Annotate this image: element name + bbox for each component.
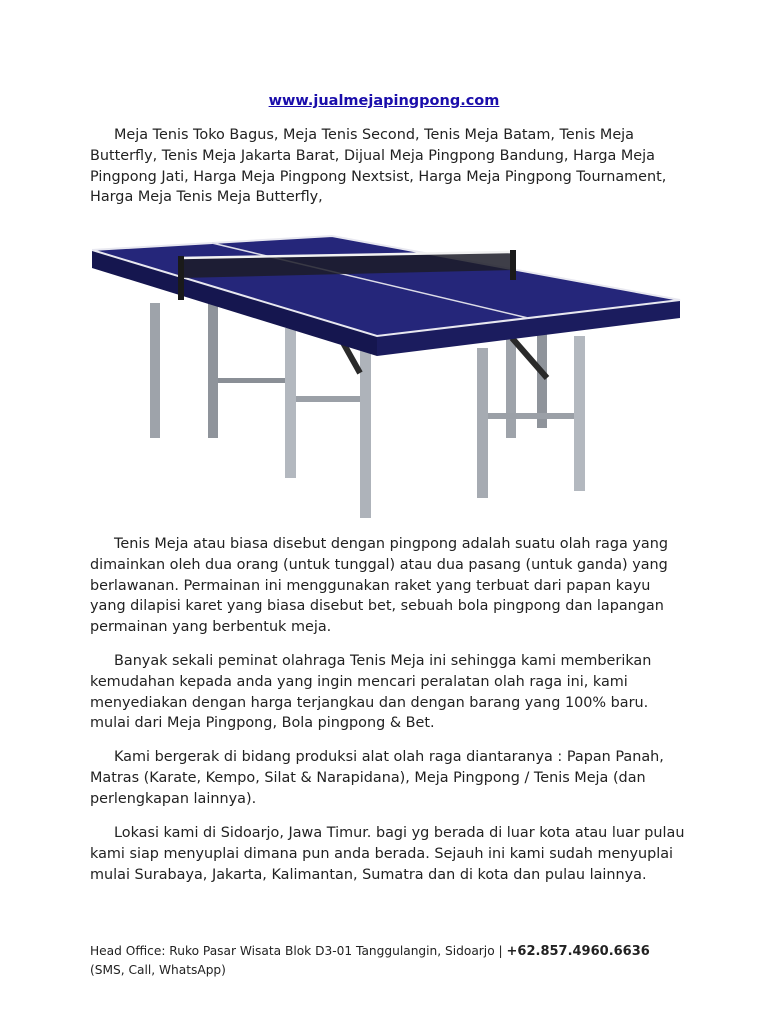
site-url-link[interactable]: www.jualmejapingpong.com — [268, 93, 500, 109]
back-left-leg-2 — [208, 303, 218, 438]
offer-paragraph: Banyak sekali peminat olahraga Tenis Meja ini sehingga kami memberikan kemudahan kepada anda yang ingin mencari peralatan olah raga ini, kami menyediakan dengan harga terjangkau dan dengan barang yang 100% baru. mulai dari Meja Pingpong, Bola pingpong & Bet. — [90, 653, 652, 732]
intro-paragraph: Meja Tenis Toko Bagus, Meja Tenis Second, Tenis Meja Batam, Tenis Meja Butterfly, Tenis Meja Jakarta Barat, Dijual Meja Pingpong Bandung, Harga Meja Pingpong Jati, Harga Meja Pingpong Nextsist, Harga Meja Pingpong Tournament, Harga Meja Tenis Meja Butterfly, — [90, 127, 667, 206]
footer-contact-methods: (SMS, Call, WhatsApp) — [90, 963, 226, 977]
back-left-leg — [150, 303, 160, 438]
ping-pong-table-image — [92, 228, 692, 528]
about-paragraph: Tenis Meja atau biasa disebut dengan pingpong adalah suatu olah raga yang dimainkan oleh dua orang (untuk tunggal) atau dua pasang (untuk ganda) yang berlawanan. Permainan ini menggunakan raket yang terbuat dari papan kayu yang dilapisi karet yang biasa disebut bet, sebuah bola pingpong dan lapangan permainan yang berbentuk meja. — [90, 536, 668, 636]
footer-contact — [90, 942, 690, 979]
front-left-leg — [285, 328, 296, 478]
front-right-leg — [477, 348, 488, 498]
location-paragraph: Lokasi kami di Sidoarjo, Jawa Timur. bagi yg berada di luar kota atau luar pulau kami siap menyuplai dimana pun anda berada. Sejauh ini kami sudah menyuplai mulai Surabaya, Jakarta, Kalimantan, Sumatra dan di kota dan pulau lainnya. — [90, 825, 685, 883]
footer-office-address: Head Office: Ruko Pasar Wisata Blok D3-01 Tanggulangin, Sidoarjo | — [90, 944, 507, 958]
front-far-right-leg — [574, 336, 585, 491]
front-mid-leg — [360, 343, 371, 518]
footer-phone-number: +62.857.4960.6636 — [506, 944, 650, 959]
products-paragraph: Kami bergerak di bidang produksi alat olah raga diantaranya : Papan Panah, Matras (Karate, Kempo, Silat & Narapidana), Meja Pingpong / Tenis Meja (dan perlengkapan lainnya). — [90, 749, 664, 807]
